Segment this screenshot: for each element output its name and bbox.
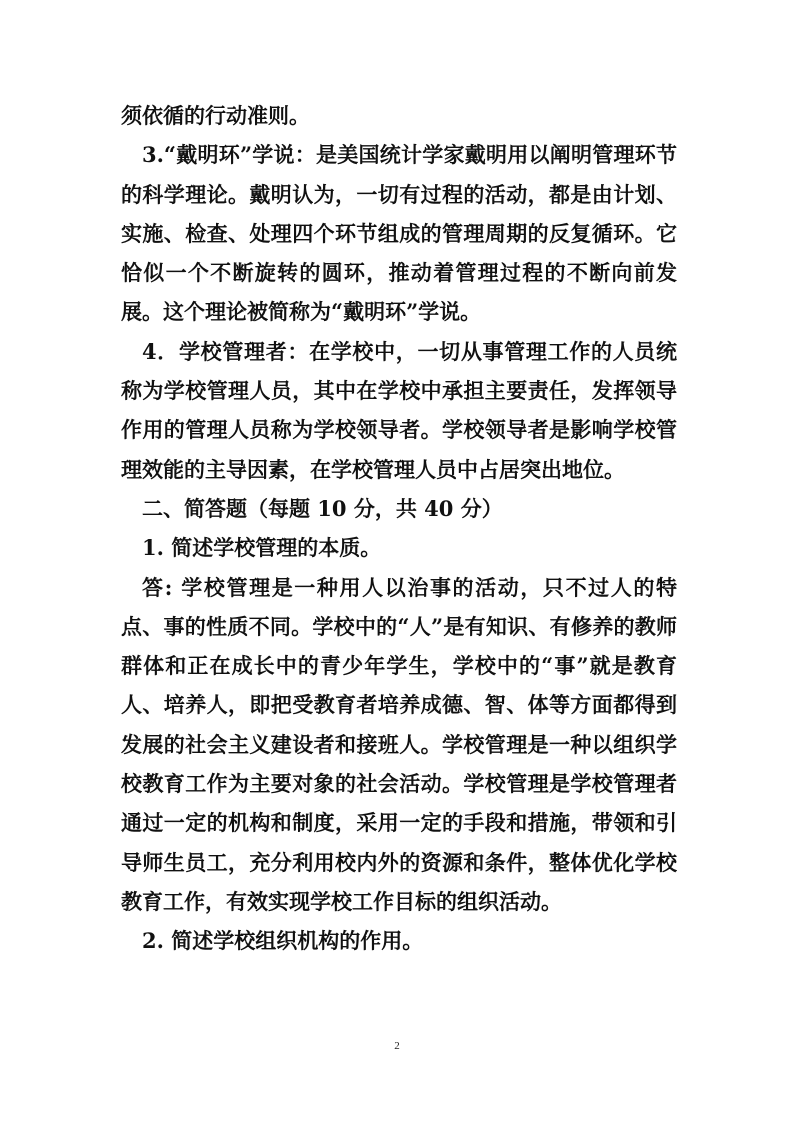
- section-heading-short-answer: 二、简答题（每题 10 分，共 40 分）: [142, 495, 503, 521]
- question-1: 1. 简述学校管理的本质。: [142, 535, 382, 561]
- paragraph-continuation: 须依循的行动准则。: [121, 103, 310, 128]
- paragraph-school-manager: 4．学校管理者：在学校中，一切从事管理工作的人员统称为学校管理人员，其中在学校中承担主要责任，发挥领导作用的管理人员称为学校领导者。学校领导者是影响学校管理效能的主导因素，在学校管理人员中占居突出地位。: [121, 338, 677, 482]
- answer-1: 答: 学校管理是一种用人以治事的活动，只不过人的特点、事的性质不同。学校中的“人”是有知识、有修养的教师群体和正在成长中的青少年学生，学校中的“事”就是教育人、培养人，即把受教育者培养成德、智、体等方面都得到发展的社会主义建设者和接班人。学校管理是一种以组织学校教育工作为主要对象的社会活动。学校管理是学校管理者通过一定的机构和制度，采用一定的手段和措施，带领和引导师生员工，充分利用校内外的资源和条件，整体优化学校教育工作，有效实现学校工作目标的组织活动。: [121, 574, 677, 914]
- paragraph-deming-cycle: 3.“戴明环”学说：是美国统计学家戴明用以阐明管理环节的科学理论。戴明认为，一切有过程的活动，都是由计划、实施、检查、处理四个环节组成的管理周期的反复循环。它恰似一个不断旋转的圆环，推动着管理过程的不断向前发展。这个理论被简称为“戴明环”学说。: [121, 142, 677, 325]
- question-2: 2. 简述学校组织机构的作用。: [142, 928, 424, 954]
- page-number: 2: [394, 1040, 400, 1052]
- page-body: [121, 96, 677, 961]
